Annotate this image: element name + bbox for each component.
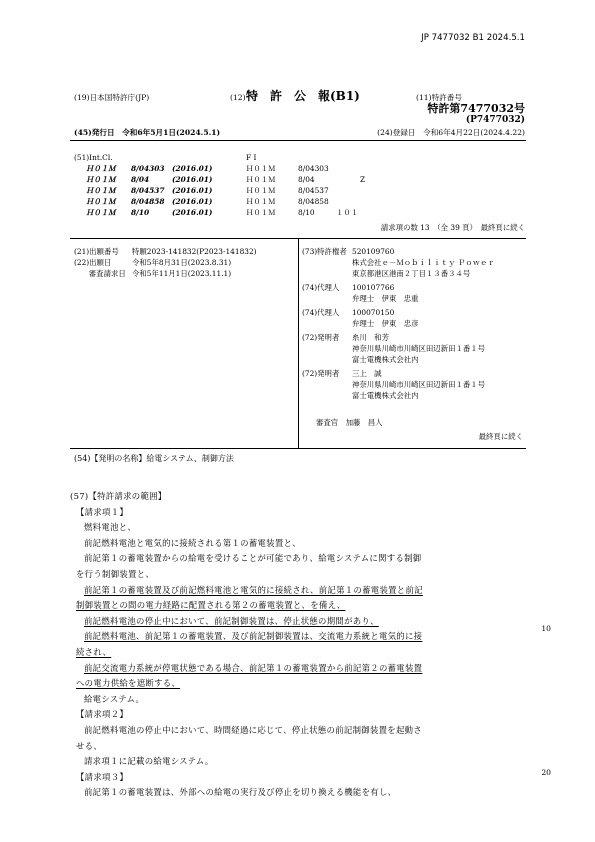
claim-line: を行う制御装置と、 bbox=[76, 569, 155, 579]
claim-line: 前記第１の蓄電装置及び前記燃料電池と電気的に接続され、前記第１の蓄電装置と前記 bbox=[84, 584, 423, 595]
claim-line: 前記燃料電池の停止中において、前記制御装置は、停止状態の期間があり、 bbox=[84, 615, 379, 626]
info-value: 糸川 和芳 bbox=[352, 333, 389, 342]
patent-number-alt: (P7477032) bbox=[465, 115, 525, 125]
exam-request-label: 審査請求日 bbox=[74, 269, 126, 278]
ipc-group: 8/04 bbox=[131, 175, 150, 184]
ipc-group: 8/10 bbox=[131, 208, 150, 217]
patent-number-label: (11)特許番号 bbox=[416, 93, 462, 102]
info-value: 神奈川県川崎市川崎区田辺新田１番１号 bbox=[352, 344, 486, 353]
info-value: 520109760 bbox=[352, 247, 395, 256]
info-value: 100107766 bbox=[352, 283, 395, 292]
filing-date-value: 令和5年8月31日(2023.8.31) bbox=[132, 258, 232, 267]
claim-line: 前記燃料電池、前記第１の蓄電装置、及び前記制御装置は、交流電力系統と電気的に接 bbox=[84, 631, 423, 642]
info-label: (72)発明者 bbox=[302, 333, 340, 342]
info-value: 東京都港区港南２丁目１３番３４号 bbox=[352, 269, 471, 278]
ipc-section: Ｈ０１Ｍ bbox=[86, 197, 116, 206]
column-divider bbox=[298, 238, 299, 448]
fi-suffix: １０１ bbox=[336, 208, 359, 217]
claim-line: 【請求項１】 bbox=[76, 506, 129, 517]
fi-section: Ｈ０１Ｍ bbox=[246, 164, 276, 173]
claim-line: 燃料電池と、 bbox=[84, 522, 137, 533]
publication-kind: 特 許 公 報(B1) bbox=[246, 89, 360, 103]
intcl-label: (51)Int.Cl. bbox=[74, 153, 113, 162]
claim-line: 【請求項２】 bbox=[76, 709, 129, 720]
info-value: 富士電機株式会社内 bbox=[352, 355, 419, 364]
fi-group: 8/04303 bbox=[298, 164, 329, 173]
claim-line: 続され、 bbox=[76, 647, 112, 657]
claim-line: 給電システム。 bbox=[84, 693, 145, 704]
fi-group: 8/04858 bbox=[298, 197, 329, 206]
line-number: 20 bbox=[541, 768, 551, 777]
filing-date-label: (22)出願日 bbox=[74, 258, 112, 267]
claim-line: 前記第１の蓄電装置は、外部への給電の実行及び停止を切り換える機能を有し、 bbox=[84, 787, 397, 798]
ipc-group: 8/04858 bbox=[131, 197, 165, 206]
claim-line: せる、 bbox=[76, 740, 103, 751]
issue-date: (45)発行日 令和6年5月1日(2024.5.1) bbox=[74, 128, 221, 137]
claim-line: 前記第１の蓄電装置からの給電を受けることが可能であり、給電システムに関する制御 bbox=[84, 553, 422, 564]
ipc-version: (2016.01) bbox=[172, 175, 213, 184]
claim-line: 【請求項３】 bbox=[76, 771, 129, 782]
info-value: 弁理士 伊東 忠彦 bbox=[352, 319, 419, 328]
claim-line: 前記交流電力系統が停電状態である場合、前記第１の蓄電装置から前記第２の蓄電装置 bbox=[84, 662, 423, 673]
fi-label: F I bbox=[246, 153, 257, 162]
claims-heading: (57)【特許請求の範囲】 bbox=[70, 491, 167, 501]
line-number: 10 bbox=[541, 624, 551, 633]
fi-group: 8/04 bbox=[298, 175, 315, 184]
document-id: JP 7477032 B1 2024.5.1 bbox=[421, 33, 525, 43]
claim-line: 請求項１に記載の給電システム。 bbox=[84, 756, 214, 767]
info-value: 神奈川県川崎市川崎区田辺新田１番１号 bbox=[352, 380, 486, 389]
ipc-version: (2016.01) bbox=[172, 197, 213, 206]
claim-line: 前記燃料電池と電気的に接続される第１の蓄電装置と、 bbox=[84, 537, 301, 548]
fi-group: 8/04537 bbox=[298, 186, 329, 195]
exam-request-value: 令和5年11月1日(2023.11.1) bbox=[132, 269, 232, 278]
fi-section: Ｈ０１Ｍ bbox=[246, 208, 276, 217]
info-value: 弁理士 伊東 忠重 bbox=[352, 294, 419, 303]
application-number-value: 特願2023-141832(P2023-141832) bbox=[132, 247, 257, 256]
claims-count: 請求項の数 13 （全 39 頁） 最終頁に続く bbox=[380, 223, 525, 232]
ipc-section: Ｈ０１Ｍ bbox=[86, 208, 116, 217]
info-value: 100070150 bbox=[352, 308, 395, 317]
ipc-version: (2016.01) bbox=[172, 208, 213, 217]
info-value: 富士電機株式会社内 bbox=[352, 391, 419, 400]
fi-section: Ｈ０１Ｍ bbox=[246, 175, 276, 184]
ipc-section: Ｈ０１Ｍ bbox=[86, 164, 116, 173]
ipc-section: Ｈ０１Ｍ bbox=[86, 175, 116, 184]
info-label: (74)代理人 bbox=[302, 283, 340, 292]
ipc-section: Ｈ０１Ｍ bbox=[86, 186, 116, 195]
continued-note: 最終頁に続く bbox=[478, 432, 523, 441]
patent-number: 特許第7477032号 bbox=[427, 102, 525, 115]
invention-title: (54)【発明の名称】給電システム、制御方法 bbox=[74, 454, 234, 463]
fi-suffix: Z bbox=[360, 175, 366, 184]
fi-section: Ｈ０１Ｍ bbox=[246, 186, 276, 195]
ipc-version: (2016.01) bbox=[172, 186, 213, 195]
info-label: (74)代理人 bbox=[302, 308, 340, 317]
registration-date: (24)登録日 令和6年4月22日(2024.4.22) bbox=[377, 128, 525, 137]
divider-bottom bbox=[70, 448, 526, 449]
ipc-version: (2016.01) bbox=[172, 164, 213, 173]
info-value: 株式会社ｅ－Ｍｏｂｉｌｉｔｙ Ｐｏｗｅｒ bbox=[352, 258, 495, 267]
fi-group: 8/10 bbox=[298, 208, 315, 217]
fi-section: Ｈ０１Ｍ bbox=[246, 197, 276, 206]
claim-line: 制御装置との間の電力経路に配置される第２の蓄電装置と、を備え、 bbox=[76, 600, 346, 611]
examiner: 審査官 加藤 昌人 bbox=[316, 418, 383, 427]
patent-office: (19)日本国特許庁(JP) bbox=[74, 93, 150, 102]
info-label: (73)特許権者 bbox=[302, 247, 347, 256]
claim-line: 前記燃料電池の停止中において、時間経過に応じて、停止状態の前記制御装置を起動さ bbox=[84, 725, 422, 735]
application-number-label: (21)出願番号 bbox=[74, 247, 119, 256]
publication-kind-number: (12) bbox=[230, 93, 246, 102]
info-label: (72)発明者 bbox=[302, 369, 340, 378]
ipc-group: 8/04537 bbox=[131, 186, 165, 195]
info-value: 三上 誠 bbox=[352, 369, 382, 378]
ipc-group: 8/04303 bbox=[131, 164, 165, 173]
claim-line: への電力供給を遮断する、 bbox=[76, 678, 181, 689]
divider-top bbox=[70, 140, 526, 141]
